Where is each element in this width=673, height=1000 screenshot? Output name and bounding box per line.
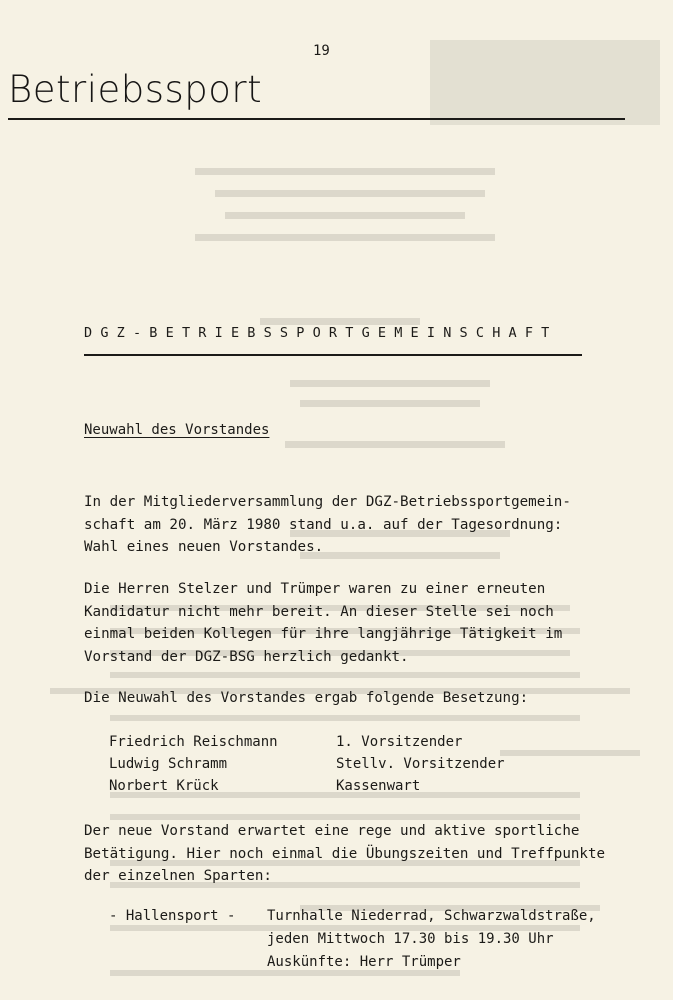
paragraph-line: schaft am 20. März 1980 stand u.a. auf der Tagesordnung: bbox=[84, 516, 563, 533]
paragraph-line: der einzelnen Sparten: bbox=[84, 868, 272, 884]
title-rule bbox=[8, 118, 625, 120]
paragraph-line: Die Herren Stelzer und Trümper waren zu einer erneuten bbox=[84, 581, 546, 597]
sparte-location: Turnhalle Niederrad, Schwarzwaldstraße, bbox=[267, 908, 596, 924]
paragraph-line: Betätigung. Hier noch einmal die Übungszeiten und Treffpunkte bbox=[84, 845, 606, 862]
board-member-name: Friedrich Reischmann bbox=[109, 734, 278, 750]
org-heading: DGZ-BETRIEBSSPORTGEMEINSCHAFT bbox=[84, 325, 558, 341]
paragraph-line: Der neue Vorstand erwartet eine rege und aktive sportliche bbox=[84, 823, 580, 839]
section-heading: Neuwahl des Vorstandes bbox=[84, 422, 270, 438]
sparte-label: - Hallensport - bbox=[109, 908, 236, 924]
sparte-time: jeden Mittwoch 17.30 bis 19.30 Uhr bbox=[267, 931, 554, 947]
board-member-role: Kassenwart bbox=[336, 778, 421, 794]
paragraph-thanks bbox=[84, 578, 644, 668]
paragraph-line: Wahl eines neuen Vorstandes. bbox=[84, 539, 324, 555]
sparte-contact: Auskünfte: Herr Trümper bbox=[267, 954, 461, 970]
board-member-role: 1. Vorsitzender bbox=[336, 734, 463, 750]
page-number: 19 bbox=[313, 43, 330, 59]
paragraph-election bbox=[84, 687, 644, 710]
paragraph-line: einmal beiden Kollegen für ihre langjährige Tätigkeit im bbox=[84, 626, 563, 642]
paragraph-line: In der Mitgliederversammlung der DGZ-Betriebssportgemein- bbox=[84, 494, 571, 510]
board-member-role: Stellv. Vorsitzender bbox=[336, 756, 505, 772]
paragraph-meeting bbox=[84, 491, 644, 559]
paragraph-practice-times bbox=[84, 820, 644, 888]
paragraph-line: Vorstand der DGZ-BSG herzlich gedankt. bbox=[84, 648, 409, 665]
board-member-name: Norbert Krück bbox=[109, 778, 219, 794]
paragraph-line: Die Neuwahl des Vorstandes ergab folgende Besetzung: bbox=[84, 690, 529, 706]
paragraph-line: Kandidatur nicht mehr bereit. An dieser Stelle sei noch bbox=[84, 603, 554, 620]
page-title: Betriebssport bbox=[8, 68, 263, 111]
board-member-name: Ludwig Schramm bbox=[109, 756, 228, 772]
org-heading-rule bbox=[84, 354, 582, 356]
